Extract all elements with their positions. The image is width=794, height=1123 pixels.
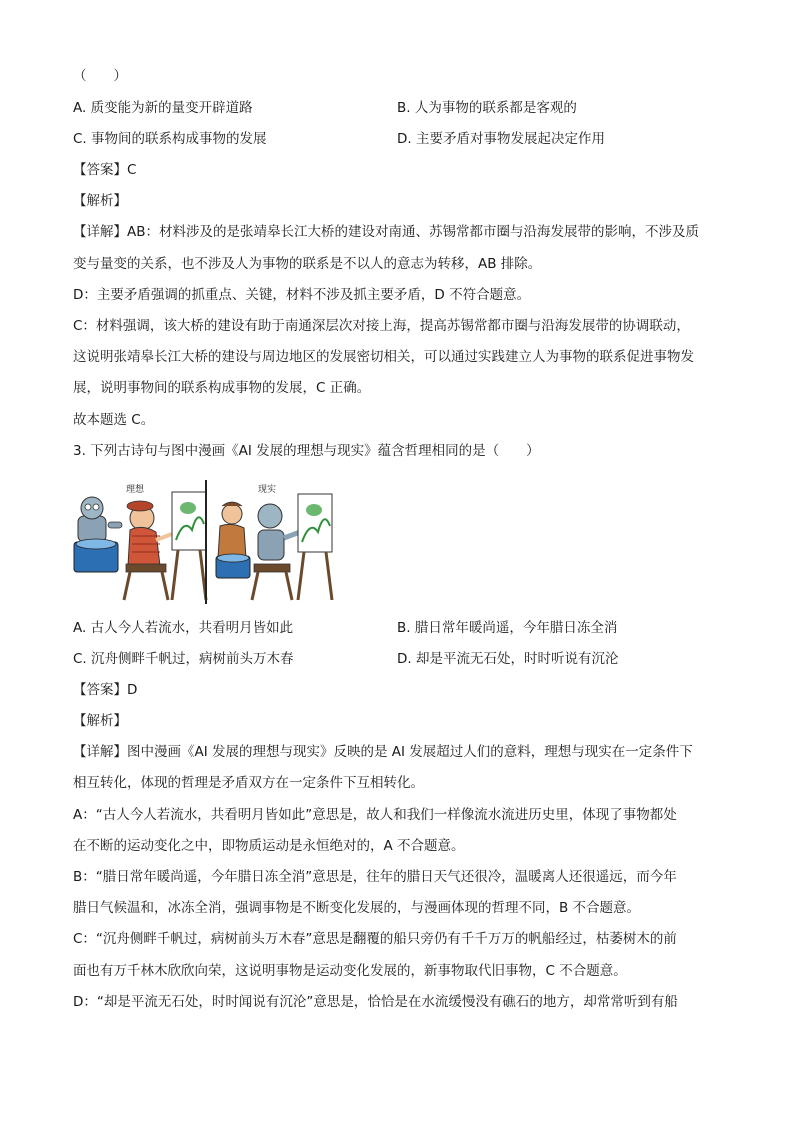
detail-line: C：材料强调，该大桥的建设有助于南通深层次对接上海，提高苏锡常都市圈与沿海发展带的协调联动，: [73, 318, 690, 334]
detail-line: 展，说明事物间的联系构成事物的发展，C 正确。: [73, 380, 371, 396]
detail-line: 腊日气候温和，冰冻全消，强调事物是不断变化发展的，与漫画体现的哲理不同，B 不合题意。: [73, 900, 641, 916]
option-d: D. 主要矛盾对事物发展起决定作用: [397, 131, 605, 147]
cartoon-left-label: 理想: [126, 485, 145, 495]
option-c: C. 事物间的联系构成事物的发展: [73, 131, 267, 147]
detail-line: 相互转化，体现的哲理是矛盾双方在一定条件下互相转化。: [73, 775, 424, 791]
detail-line: 面也有万千林木欣欣向荣，这说明事物是运动变化发展的，新事物取代旧事物，C 不合题意。: [73, 963, 627, 979]
detail-line: D：主要矛盾强调的抓重点、关键，材料不涉及抓主要矛盾，D 不符合题意。: [73, 287, 531, 303]
detail-line: 这说明张靖皋长江大桥的建设与周边地区的发展密切相关，可以通过实践建立人为事物的联系促进事物发: [73, 349, 694, 365]
cartoon-right-label: 现实: [258, 485, 277, 495]
option-c: C. 沉舟侧畔千帆过，病树前头万木春: [73, 651, 294, 667]
detail-line: B：“腊日常年暖尚遥，今年腊日冻全消”意思是，往年的腊日天气还很冷，温暖离人还很遥远，而今年: [73, 869, 677, 885]
detail-line: C：“沉舟侧畔千帆过，病树前头万木春”意思是翻覆的船只旁仍有千千万万的帆船经过，枯萎树木的前: [73, 931, 677, 947]
option-a: A. 质变能为新的量变开辟道路: [73, 100, 253, 116]
detail-line: 在不断的运动变化之中，即物质运动是永恒绝对的，A 不合题意。: [73, 838, 465, 854]
detail-line: A：“古人今人若流水，共看明月皆如此”意思是，故人和我们一样像流水流进历史里，体现了事物都处: [73, 807, 677, 823]
option-b: B. 腊日常年暖尚遥，今年腊日冻全消: [397, 620, 618, 636]
option-a: A. 古人今人若流水，共看明月皆如此: [73, 620, 294, 636]
option-d: D. 却是平流无石处，时时听说有沉沦: [397, 651, 619, 667]
detail-line: 【详解】AB：材料涉及的是张靖皋长江大桥的建设对南通、苏锡常都市圈与沿海发展带的影响，不涉及质: [73, 224, 699, 240]
detail-line: D：“却是平流无石处，时时闻说有沉沦”意思是，恰恰是在水流缓慢没有礁石的地方，却常常听到有船: [73, 994, 678, 1010]
cartoon-image: [72, 478, 336, 606]
cartoon-right-panel: [216, 483, 332, 600]
option-b: B. 人为事物的联系都是客观的: [397, 100, 577, 116]
detail-line: 变与量变的关系，也不涉及人为事物的联系是不以人的意志为转移，AB 排除。: [73, 256, 542, 272]
cartoon-left-panel: [74, 483, 206, 600]
answer-label: 【答案】C: [73, 162, 137, 178]
analysis-label: 【解析】: [73, 713, 127, 729]
question-stem: 3. 下列古诗句与图中漫画《AI 发展的理想与现实》蕴含哲理相同的是（ ）: [73, 443, 540, 459]
analysis-label: 【解析】: [73, 193, 127, 209]
answer-label: 【答案】D: [73, 682, 138, 698]
question-bracket: （ ）: [73, 68, 127, 84]
conclusion-line: 故本题选 C。: [73, 412, 155, 428]
detail-line: 【详解】图中漫画《AI 发展的理想与现实》反映的是 AI 发展超过人们的意料，理想与现实在一定条件下: [73, 744, 693, 760]
